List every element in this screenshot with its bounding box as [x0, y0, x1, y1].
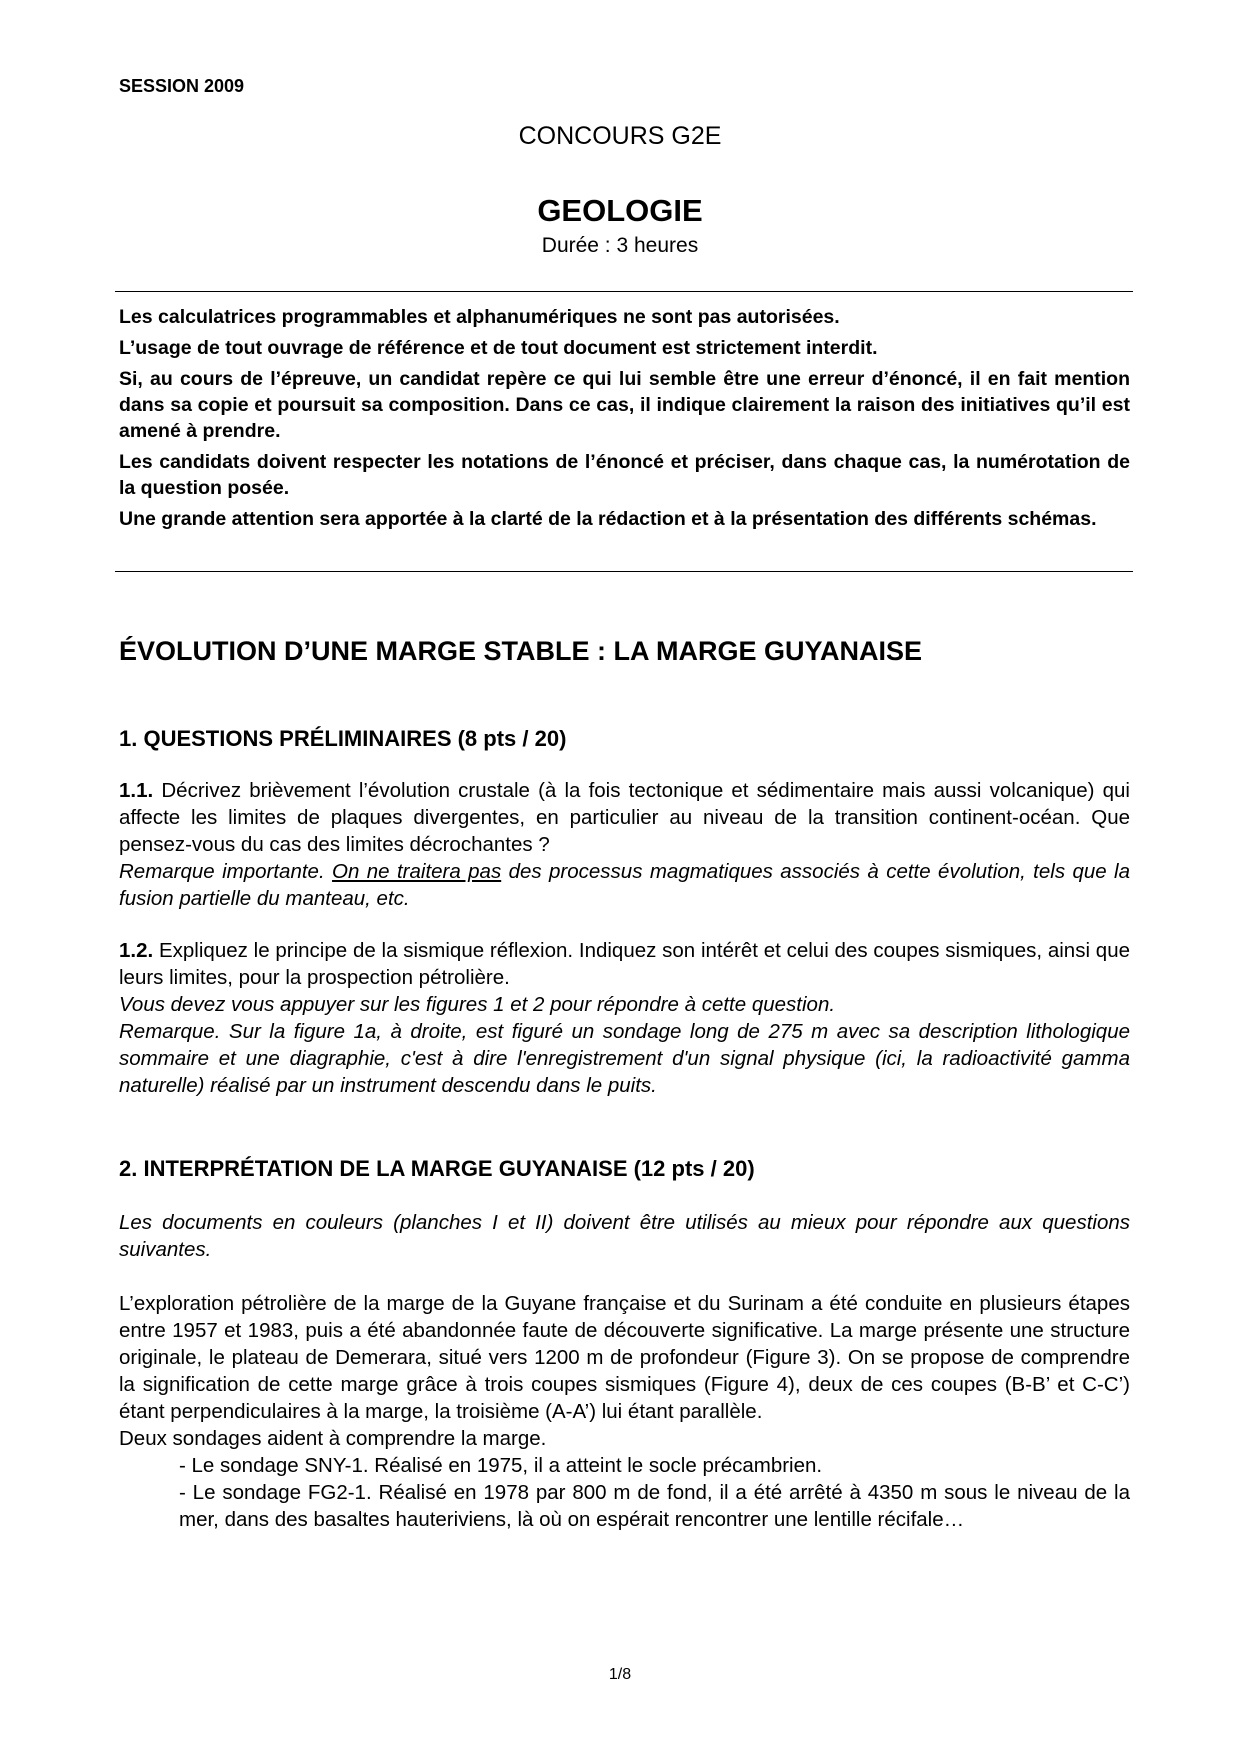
instruction-documents: L’usage de tout ouvrage de référence et de tout document est strictement interdit. — [119, 337, 878, 359]
question-1-1-text — [119, 777, 1130, 858]
question-1-1-number: 1.1. — [119, 779, 154, 802]
subject-title: GEOLOGIE — [537, 193, 703, 228]
instructions-block — [119, 304, 1130, 537]
page-number: 1/8 — [608, 1666, 632, 1683]
section-2-intro: Les documents en couleurs (planches I et II) doivent être utilisés au mieux pour répondre aux questions suivantes. — [119, 1211, 1130, 1261]
section-2-paragraph: L’exploration pétrolière de la marge de la Guyane française et du Surinam a été conduite en plusieurs étapes entre 1957 et 1983, puis a été abandonnée faute de découverte significative. La marge présente une structure originale, le plateau de Demerara, situé vers 1200 m de profondeur (Figure 3). On se propose de comprendre la signification de cette marge grâce à trois coupes sismiques (Figure 4), deux de ces coupes (B-B’ et C-C’) étant perpendiculaires à la marge, la troisième (A-A’) lui étant parallèle. — [119, 1292, 1130, 1423]
question-1-2 — [119, 937, 1130, 1099]
instruction-errors: Si, au cours de l’épreuve, un candidat repère ce qui lui semble être une erreur d’énoncé, il en fait mention dans sa copie et poursuit sa composition. Dans ce cas, il indique clairement la raison des initiatives qu’il est amené à prendre. — [119, 368, 1130, 442]
instruction-presentation: Une grande attention sera apportée à la clarté de la rédaction et à la présentation des différents schémas. — [119, 508, 1097, 530]
question-1-2-text — [119, 937, 1130, 991]
borehole-sny-1: - Le sondage SNY-1. Réalisé en 1975, il a atteint le socle précambrien. — [179, 1454, 823, 1477]
instruction-notations: Les candidats doivent respecter les notations de l’énoncé et préciser, dans chaque cas, la numérotation de la question posée. — [119, 451, 1130, 499]
instruction-calculators: Les calculatrices programmables et alphanumériques ne sont pas autorisées. — [119, 306, 840, 328]
question-1-2-remark: Remarque. Sur la figure 1a, à droite, est figuré un sondage long de 275 m avec sa description lithologique sommaire et une diagraphie, c'est à dire l'enregistrement d'un signal physique (ici, la radioactivité gamma naturelle) réalisé par un instrument descendu dans le puits. — [119, 1020, 1130, 1097]
question-1-1 — [119, 777, 1130, 912]
question-1-1-body: Décrivez brièvement l’évolution crustale (à la fois tectonique et sédimentaire mais aussi volcanique) qui affecte les limites de plaques divergentes, en particulier au niveau de la transition continent-océan. Que pensez-vous du cas des limites décrochantes ? — [119, 779, 1130, 856]
borehole-fg2-1: - Le sondage FG2-1. Réalisé en 1978 par 800 m de fond, il a été arrêté à 4350 m sous le niveau de la mer, dans des basaltes hauteriviens, là où on espérait rencontrer une lentille récifale… — [179, 1481, 1130, 1531]
question-1-2-number: 1.2. — [119, 939, 154, 962]
section-1-title: 1. QUESTIONS PRÉLIMINAIRES (8 pts / 20) — [119, 726, 567, 751]
bottom-divider — [115, 571, 1133, 572]
section-2-title: 2. INTERPRÉTATION DE LA MARGE GUYANAISE (12 pts / 20) — [119, 1156, 755, 1181]
boreholes-intro: Deux sondages aident à comprendre la marge. — [119, 1427, 547, 1450]
remark-prefix: Remarque importante. — [119, 860, 333, 883]
question-1-2-note: Vous devez vous appuyer sur les figures 1 et 2 pour répondre à cette question. — [119, 993, 836, 1016]
remark-underlined: On ne traitera pas — [332, 860, 502, 883]
top-divider — [115, 291, 1133, 292]
session-label: SESSION 2009 — [119, 76, 245, 96]
spacer — [119, 1263, 1130, 1290]
concours-title: CONCOURS G2E — [518, 122, 722, 150]
question-1-2-body: Expliquez le principe de la sismique réflexion. Indiquez son intérêt et celui des coupes sismiques, ainsi que leurs limites, pour la prospection pétrolière. — [119, 939, 1130, 989]
question-1-1-remark — [119, 858, 1130, 912]
main-title: ÉVOLUTION D’UNE MARGE STABLE : LA MARGE GUYANAISE — [119, 636, 923, 666]
remark-suffix: des processus magmatiques associés à cette évolution, tels que la fusion partielle du manteau, etc. — [119, 860, 1131, 910]
duration-label: Durée : 3 heures — [541, 234, 699, 257]
section-2-body — [119, 1209, 1130, 1533]
